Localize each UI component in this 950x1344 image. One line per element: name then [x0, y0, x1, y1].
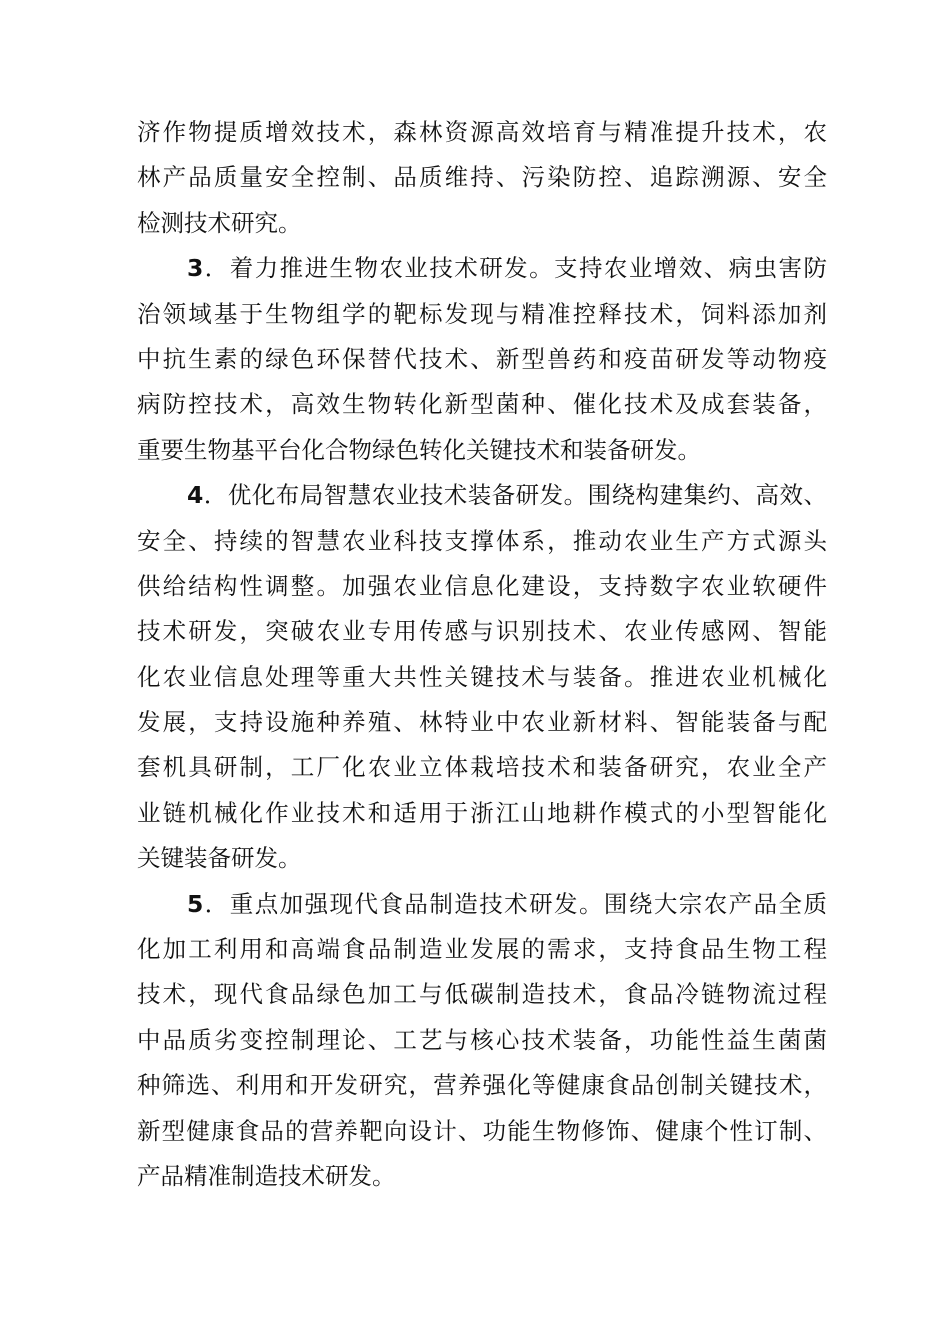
text-line: [137, 882, 827, 927]
text-line: 产品精准制造技术研发。: [137, 1161, 396, 1190]
text-line: 济作物提质增效技术，森林资源高效培育与精准提升技术，农: [137, 118, 827, 146]
item-number: 3: [187, 254, 204, 283]
text-line: 化农业信息处理等重大共性关键技术与装备。推进农业机械化: [137, 662, 827, 691]
text-line: 林产品质量安全控制、品质维持、污染防控、追踪溯源、安全: [137, 163, 827, 192]
text-line: 套机具研制，工厂化农业立体栽培技术和装备研究，农业全产: [137, 753, 827, 782]
text-line: 安全、持续的智慧农业科技支撑体系，推动农业生产方式源头: [137, 526, 827, 555]
text-line: 关键装备研发。: [137, 844, 302, 873]
paragraph-item-4: [137, 473, 827, 882]
text-line: [137, 246, 827, 291]
text-line: 供给结构性调整。加强农业信息化建设，支持数字农业软硬件: [137, 571, 827, 600]
text-line-content: ．着力推进生物农业技术研发。支持农业增效、病虫害防: [203, 254, 827, 283]
text-line: 治领域基于生物组学的靶标发现与精准控释技术，饲料添加剂: [137, 299, 827, 328]
text-line: 中品质劣变控制理论、工艺与核心技术装备，功能性益生菌菌: [137, 1025, 827, 1054]
document-body: [137, 110, 827, 1199]
text-line: 化加工利用和高端食品制造业发展的需求，支持食品生物工程: [137, 935, 827, 964]
text-line: 技术研发，突破农业专用传感与识别技术、农业传感网、智能: [137, 617, 827, 646]
text-line: 技术，现代食品绿色加工与低碳制造技术，食品冷链物流过程: [137, 980, 827, 1009]
text-line: 种筛选、利用和开发研究，营养强化等健康食品创制关键技术，: [137, 1071, 827, 1100]
item-number: 4: [187, 481, 204, 510]
text-line: 业链机械化作业技术和适用于浙江山地耕作模式的小型智能化: [137, 798, 827, 827]
text-line: 中抗生素的绿色环保替代技术、新型兽药和疫苗研发等动物疫: [137, 344, 827, 373]
paragraph-item-5: [137, 882, 827, 1200]
text-line: [137, 473, 827, 518]
text-line-content: ．优化布局智慧农业技术装备研发。围绕构建集约、高效、: [203, 481, 827, 510]
paragraph-item-3: [137, 246, 827, 473]
text-line: 检测技术研究。: [137, 208, 302, 237]
text-line: 病防控技术，高效生物转化新型菌种、催化技术及成套装备，: [137, 390, 827, 419]
text-line: 重要生物基平台化合物绿色转化关键技术和装备研发。: [137, 435, 701, 464]
item-number: 5: [187, 889, 204, 918]
text-line: 发展，支持设施种养殖、林特业中农业新材料、智能装备与配: [137, 708, 827, 737]
paragraph-continuation: [137, 110, 827, 246]
text-line: 新型健康食品的营养靶向设计、功能生物修饰、健康个性订制、: [137, 1116, 827, 1145]
text-line-content: ．重点加强现代食品制造技术研发。围绕大宗农产品全质: [203, 889, 827, 918]
